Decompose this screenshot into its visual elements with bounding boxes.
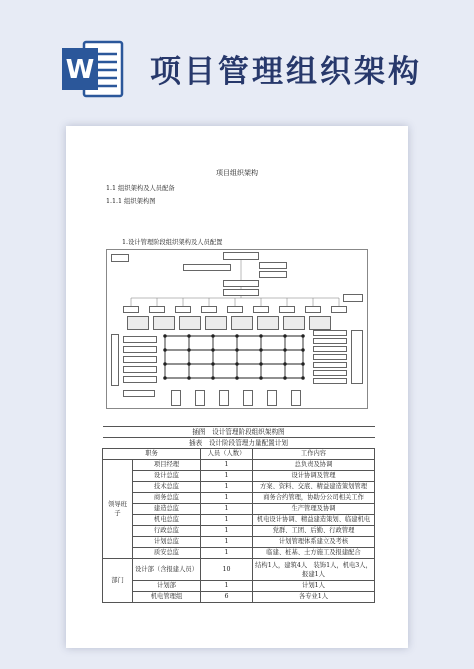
org-box [123, 346, 157, 353]
count-cell: 1 [201, 581, 253, 592]
org-box [313, 346, 347, 352]
count-cell: 6 [201, 592, 253, 603]
role-cell: 商务总监 [133, 493, 201, 504]
table-row [103, 537, 375, 548]
org-box [259, 271, 287, 278]
org-box [267, 390, 277, 406]
document-page [66, 126, 408, 648]
preview-title: 项目管理组织架构 [150, 54, 422, 90]
role-cell: 技术总监 [133, 482, 201, 493]
org-box [123, 306, 139, 313]
work-cell: 方案、资料、交底、精益建造策划管理 [253, 482, 375, 493]
org-box [153, 316, 175, 330]
role-cell: 行政总监 [133, 526, 201, 537]
org-box [257, 316, 279, 330]
group-label: 部门 [103, 559, 133, 603]
org-box [127, 316, 149, 330]
role-cell: 计划总监 [133, 537, 201, 548]
role-cell: 计划部 [133, 581, 201, 592]
preview-banner [0, 0, 474, 132]
org-chart [106, 249, 368, 409]
count-cell: 1 [201, 515, 253, 526]
org-box [201, 306, 217, 313]
org-box [305, 306, 321, 313]
org-box [111, 254, 129, 262]
word-logo-letter: W [65, 55, 95, 85]
org-box [313, 338, 347, 344]
org-box [223, 252, 259, 260]
org-box [205, 316, 227, 330]
count-cell: 1 [201, 471, 253, 482]
work-cell: 计划管理体系建立及考核 [253, 537, 375, 548]
work-cell: 各专业1人 [253, 592, 375, 603]
org-box [227, 306, 243, 313]
role-cell: 质安总监 [133, 548, 201, 559]
role-cell: 机电管理组 [133, 592, 201, 603]
table-row [103, 493, 375, 504]
role-cell: 机电总监 [133, 515, 201, 526]
work-cell: 生产管理及协调 [253, 504, 375, 515]
count-cell: 1 [201, 526, 253, 537]
org-box [313, 354, 347, 360]
org-box [111, 334, 119, 386]
work-cell: 机电设计协调、精益建造策划、临建机电 [253, 515, 375, 526]
org-box [313, 362, 347, 368]
org-box [123, 376, 157, 383]
role-cell: 项目经理 [133, 460, 201, 471]
org-box [223, 289, 259, 296]
work-cell: 临建、桩基、土方施工及报建配合 [253, 548, 375, 559]
column-header: 职务 [103, 449, 201, 460]
table-row [103, 460, 375, 471]
table-row [103, 471, 375, 482]
table-header-row [103, 449, 375, 460]
org-box [123, 366, 157, 373]
org-box [259, 262, 287, 269]
table-row [103, 526, 375, 537]
table-row [103, 592, 375, 603]
work-cell: 计划1人 [253, 581, 375, 592]
count-cell: 1 [201, 482, 253, 493]
work-cell: 总负责及协调 [253, 460, 375, 471]
work-cell: 结构1人，建筑4人 装饰1人，机电3人，报建1人 [253, 559, 375, 581]
org-box [195, 390, 205, 406]
org-box [313, 330, 347, 336]
count-cell: 10 [201, 559, 253, 581]
role-cell: 设计部（含报建人员） [133, 559, 201, 581]
org-box [183, 264, 231, 271]
org-box [149, 306, 165, 313]
figure-caption: 插图 设计管理阶段组织架构图 [103, 427, 375, 438]
org-box [123, 336, 157, 343]
count-cell: 1 [201, 460, 253, 471]
count-cell: 1 [201, 537, 253, 548]
role-cell: 设计总监 [133, 471, 201, 482]
subsection-title: 1.设计管理阶段组织架构及人员配置 [122, 239, 223, 246]
org-box [223, 280, 259, 287]
work-cell: 党群、工团、后勤、行政管理 [253, 526, 375, 537]
org-box [279, 306, 295, 313]
count-cell: 1 [201, 548, 253, 559]
table-caption: 插表 设计阶段管理力量配置计划 [103, 438, 375, 449]
org-box [283, 316, 305, 330]
org-box [219, 390, 229, 406]
table-row [103, 482, 375, 493]
section-heading: 1.1 组织架构及人员配备 [106, 185, 175, 192]
table-row [103, 504, 375, 515]
subsection-heading: 1.1.1 组织架构图 [106, 198, 156, 205]
work-cell: 设计协调及管理 [253, 471, 375, 482]
org-box [343, 294, 363, 302]
group-label: 领导班子 [103, 460, 133, 559]
org-box [243, 390, 253, 406]
role-cell: 建造总监 [133, 504, 201, 515]
org-box [231, 316, 253, 330]
table-row [103, 548, 375, 559]
staffing-table [102, 426, 375, 603]
org-box [253, 306, 269, 313]
org-box [291, 390, 301, 406]
table-row [103, 559, 375, 581]
table-row [103, 515, 375, 526]
count-cell: 1 [201, 504, 253, 515]
org-box [331, 306, 347, 313]
org-box [171, 390, 181, 406]
column-header: 人员（人数） [201, 449, 253, 460]
document-heading: 项目组织架构 [216, 169, 258, 177]
org-box [351, 330, 363, 384]
word-document-icon [62, 40, 124, 98]
org-box [179, 316, 201, 330]
column-header: 工作内容 [253, 449, 375, 460]
org-box [175, 306, 191, 313]
org-box [309, 316, 331, 330]
org-box [123, 356, 157, 363]
org-box [313, 378, 347, 384]
count-cell: 1 [201, 493, 253, 504]
org-box [123, 390, 155, 397]
org-box [313, 370, 347, 376]
table-row [103, 581, 375, 592]
work-cell: 商务合约管理，协助分公司相关工作 [253, 493, 375, 504]
